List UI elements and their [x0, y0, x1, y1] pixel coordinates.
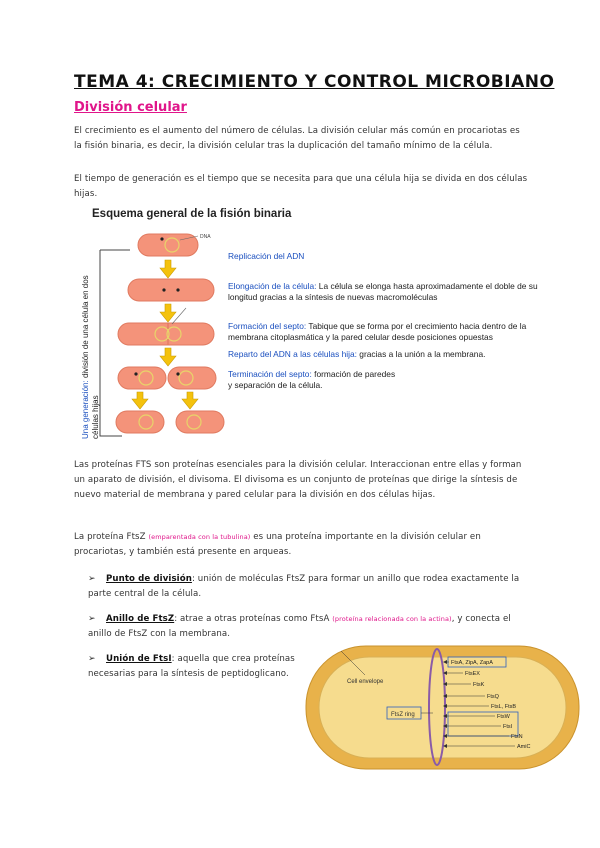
generation-side-label — [60, 250, 240, 439]
section-heading: División celular — [74, 100, 187, 115]
paragraph-growth: El crecimiento es el aumento del número de células. La división celular más común en procariotas es la fisión binaria, es decir, la división celular tras la duplicación del tamaño mínimo de la célula. — [74, 126, 520, 151]
paragraph-ftsz: La proteína FtsZ (emparentada con la tubulina) es una proteína importante en la división celular en procariotas, y también está presente en arqueas. — [74, 532, 481, 557]
bullet-union-ftsi: ➢ Unión de FtsI: aquella que crea proteínas necesarias para la síntesis de peptidoglicano. — [88, 654, 295, 679]
protein-label: AmiC — [517, 744, 531, 750]
side-label-blue: Una generación: — [81, 380, 90, 439]
ftsz-ring-label: FtsZ ring — [391, 712, 415, 718]
paragraph-fts: Las proteínas FTS son proteínas esenciales para la división celular. Interaccionan entre ellas y forman un aparato de división, el divisoma. El divisoma es un conjunto de proteínas que dirige la síntesis de nuevo material de membrana y pared celular para la división en dos células hijas. — [74, 460, 522, 500]
caption-reparto: Reparto del ADN a las células hija: gracias a la unión a la membrana. — [228, 349, 486, 359]
note-actina: (proteína relacionada con la actina) — [332, 615, 452, 623]
bullet-anillo-ftsz: ➢ Anillo de FtsZ: atrae a otras proteínas como FtsA (proteína relacionada con la actina), y conecta el anillo de FtsZ con la membrana. — [88, 614, 511, 639]
protein-label: FtsEX — [465, 671, 480, 677]
arrow-bullet-icon: ➢ — [88, 574, 96, 584]
protein-label: FtsQ — [487, 694, 499, 700]
caption-terminacion: Terminación del septo: formación de paredes y separación de la célula. — [228, 369, 396, 390]
cell-envelope-label: Cell envelope — [347, 679, 384, 685]
protein-label: FtsW — [497, 714, 510, 720]
diagram-title: Esquema general de la fisión binaria — [92, 208, 292, 220]
divisome-figure — [305, 645, 580, 770]
bullet-punto-division: ➢ Punto de división: unión de moléculas FtsZ para formar un anillo que rodea exactamente la parte central de la célula. — [88, 574, 520, 599]
caption-elongacion: Elongación de la célula: La célula se elonga hasta aproximadamente el doble de su longitud gracias a la síntesis de nuevas macromoléculas — [228, 281, 538, 302]
note-tubulina: (emparentada con la tubulina) — [148, 533, 251, 541]
arrow-bullet-icon: ➢ — [88, 614, 96, 624]
protein-label: FtsK — [473, 682, 485, 688]
protein-label: FtsN — [511, 734, 523, 740]
protein-label: FtsA, ZipA, ZapA — [451, 660, 493, 666]
paragraph-generation-time: El tiempo de generación es el tiempo que se necesita para que una célula hija se divida en dos células hijas. — [74, 174, 528, 199]
page-title: TEMA 4: CRECIMIENTO Y CONTROL MICROBIANO — [74, 72, 555, 92]
side-label-black: división de una célula en dos células hijas — [81, 275, 100, 439]
protein-label: FtsI — [503, 724, 513, 730]
protein-label: FtsL, FtsB — [491, 704, 517, 710]
caption-septo: Formación del septo: Tabique que se forma por el crecimiento hacia dentro de la membrana citoplasmática y la pared celular desde posiciones opuestas — [228, 321, 527, 342]
caption-replicacion: Replicación del ADN — [228, 251, 305, 261]
arrow-bullet-icon: ➢ — [88, 654, 96, 664]
dna-label: DNA — [200, 234, 211, 240]
